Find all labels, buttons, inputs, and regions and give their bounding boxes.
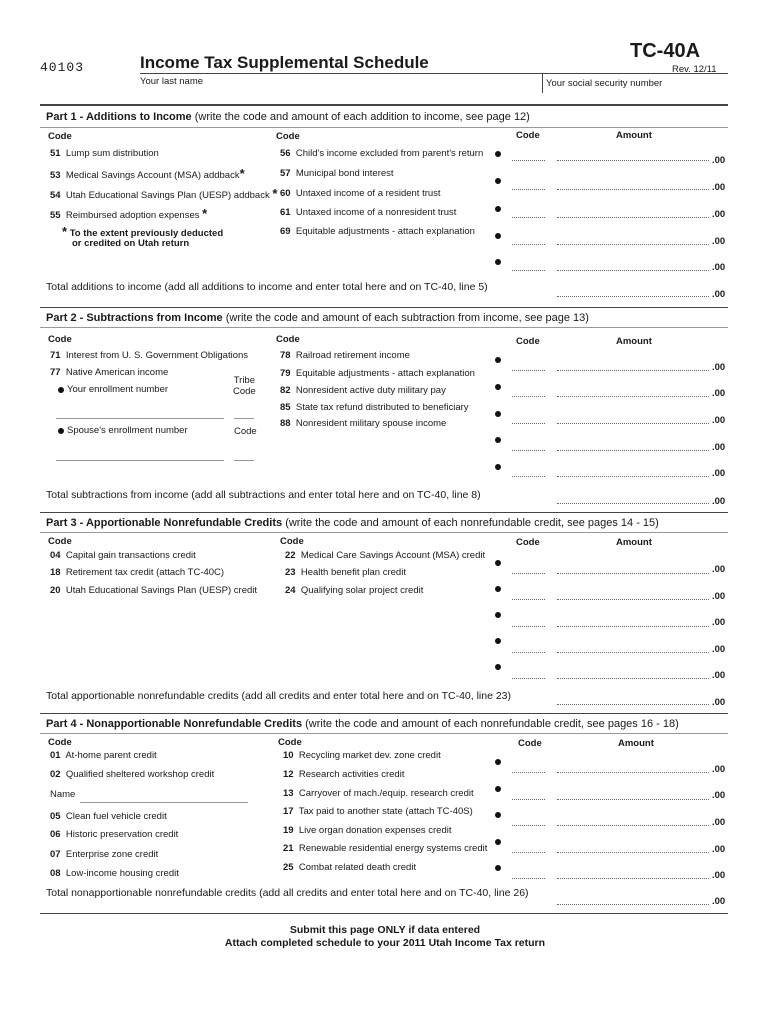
p4-right-1: 12 Research activities credit (283, 769, 405, 780)
entry-bullet-icon (495, 464, 501, 470)
divider-line (512, 825, 545, 826)
p1-note: * To the extent previously deducted (62, 224, 224, 239)
form-id: 40103 (40, 60, 85, 75)
p3-code-input-1[interactable] (512, 560, 545, 572)
p2-right-4: 88 Nonresident military spouse income (280, 418, 447, 429)
p1-right-1: 57 Municipal bond interest (280, 168, 394, 179)
cents-label: .00 (712, 591, 726, 602)
p4-total-label: Total nonapportionable nonrefundable credits (add all credits and enter total here and on TC-40, line 26) (46, 887, 529, 899)
entry-bullet-icon (495, 437, 501, 443)
cents-label: .00 (712, 870, 726, 881)
entry-bullet-icon (495, 586, 501, 592)
p1-total-input[interactable] (557, 284, 709, 296)
p1-code-input-4[interactable] (512, 232, 545, 244)
divider-line (234, 418, 254, 419)
p4-code-header-2: Code (278, 737, 302, 748)
p4-left-2: 05 Clean fuel vehicle credit (50, 811, 167, 822)
p4-right-4: 19 Live organ donation expenses credit (283, 825, 452, 836)
p3-left-0: 04 Capital gain transactions credit (50, 550, 196, 561)
cents-label: .00 (712, 670, 726, 681)
cents-label: .00 (712, 182, 726, 193)
divider-line (557, 852, 709, 853)
p2-amount-input-1[interactable] (557, 357, 709, 369)
entry-bullet-icon (495, 664, 501, 670)
spouse-tribe-code-label: Code (234, 426, 257, 437)
p4-code-input-1[interactable] (512, 759, 545, 771)
divider-line (40, 913, 728, 914)
form-number: TC-40A (630, 40, 701, 62)
p2-right-1: 79 Equitable adjustments - attach explanation (280, 368, 475, 379)
enrollment-input[interactable] (56, 404, 224, 416)
p1-left-1: 53 Medical Savings Account (MSA) addback* (50, 166, 245, 181)
divider-line (557, 423, 709, 424)
entry-bullet-icon (495, 357, 501, 363)
entry-bullet-icon (495, 384, 501, 390)
p2-amount-input-5[interactable] (557, 463, 709, 475)
p4-right-5: 21 Renewable residential energy systems credit (283, 843, 488, 854)
divider-line (512, 370, 545, 371)
divider-line (557, 189, 709, 190)
p4-right-2: 13 Carryover of mach./equip. research credit (283, 788, 474, 799)
cents-label: .00 (712, 155, 726, 166)
divider-line (557, 503, 709, 504)
part1-entry-code-header: Code (516, 130, 540, 141)
p2-right-0: 78 Railroad retirement income (280, 350, 410, 361)
p1-note-2: or credited on Utah return (72, 238, 190, 249)
p2-code-header-2: Code (276, 334, 300, 345)
cents-label: .00 (712, 362, 726, 373)
divider-line (512, 652, 545, 653)
divider-line (557, 799, 709, 800)
p4-left-0: 01 At-home parent credit (50, 750, 157, 761)
entry-bullet-icon (495, 865, 501, 871)
p3-amount-input-3[interactable] (557, 613, 709, 625)
p3-code-header: Code (48, 536, 72, 547)
p3-code-input-4[interactable] (512, 639, 545, 651)
divider-line (512, 244, 545, 245)
p3-code-header-2: Code (280, 536, 304, 547)
entry-bullet-icon (495, 560, 501, 566)
entry-bullet-icon (495, 151, 501, 157)
p1-right-3: 61 Untaxed income of a nonresident trust (280, 207, 457, 218)
part1-amount-header: Amount (616, 130, 652, 141)
ssn-field[interactable] (546, 90, 726, 102)
cents-label: .00 (712, 236, 726, 247)
cents-label: .00 (712, 644, 726, 655)
divider-line (557, 476, 709, 477)
p4-amount-input-3[interactable] (557, 812, 709, 824)
spouse-enrollment-label: Spouse's enrollment number (67, 425, 188, 436)
p3-left-1: 18 Retirement tax credit (attach TC-40C) (50, 567, 225, 578)
p2-amount-input-3[interactable] (557, 410, 709, 422)
footer-line2: Attach completed schedule to your 2011 Utah Income Tax return (224, 937, 546, 949)
p3-right-1: 23 Health benefit plan credit (285, 567, 406, 578)
divider-line (557, 652, 709, 653)
p4-amount-input-4[interactable] (557, 839, 709, 851)
divider-line (512, 573, 545, 574)
divider-line (56, 418, 224, 419)
p3-right-2: 24 Qualifying solar project credit (285, 585, 424, 596)
p3-amount-input-1[interactable] (557, 560, 709, 572)
divider-line (512, 423, 545, 424)
entry-bullet-icon (495, 812, 501, 818)
p1-code-input-1[interactable] (512, 148, 545, 160)
divider-line (557, 678, 709, 679)
divider-line (557, 244, 709, 245)
entry-bullet-icon (495, 786, 501, 792)
divider-line (512, 852, 545, 853)
entry-bullet-icon (495, 839, 501, 845)
p2-code-header: Code (48, 334, 72, 345)
p1-amount-input-2[interactable] (557, 177, 709, 189)
revision: Rev. 12/11 (672, 64, 717, 75)
divider-line (40, 733, 728, 734)
cents-label: .00 (712, 442, 726, 453)
divider-line (557, 772, 709, 773)
p1-left-3: 55 Reimbursed adoption expenses * (50, 206, 208, 221)
ssn-label: Your social security number (546, 78, 663, 89)
p4-left-3: 06 Historic preservation credit (50, 829, 179, 840)
p3-code-input-2[interactable] (512, 586, 545, 598)
p4-left-1: 02 Qualified sheltered workshop credit (50, 769, 215, 780)
cents-label: .00 (712, 817, 726, 828)
cents-label: .00 (712, 262, 726, 273)
divider-line (140, 73, 543, 74)
divider-line (40, 104, 728, 106)
divider-line (40, 327, 728, 328)
divider-line (56, 460, 224, 461)
p4-amount-header: Amount (618, 738, 654, 749)
spouse-enrollment-input[interactable] (56, 446, 224, 458)
p3-amount-input-2[interactable] (557, 586, 709, 598)
p4-right-6: 25 Combat related death credit (283, 862, 417, 873)
p4-code-input-5[interactable] (512, 865, 545, 877)
divider-line (512, 678, 545, 679)
p3-amount-input-5[interactable] (557, 665, 709, 677)
p1-code-input-3[interactable] (512, 205, 545, 217)
divider-line (234, 460, 254, 461)
divider-line (512, 160, 545, 161)
p1-left-0: 51 Lump sum distribution (50, 148, 159, 159)
p2-code-input-5[interactable] (512, 463, 545, 475)
divider-line (557, 450, 709, 451)
cents-label: .00 (712, 289, 726, 300)
p2-right-3: 85 State tax refund distributed to beneficiary (280, 402, 469, 413)
divider-line (512, 396, 545, 397)
p4-amount-input-2[interactable] (557, 786, 709, 798)
p2-amount-input-4[interactable] (557, 437, 709, 449)
divider-line (512, 799, 545, 800)
divider-line (557, 704, 709, 705)
divider-line (557, 370, 709, 371)
cents-label: .00 (712, 617, 726, 628)
divider-line (557, 904, 709, 905)
p4-right-0: 10 Recycling market dev. zone credit (283, 750, 441, 761)
p3-total-input[interactable] (557, 691, 709, 703)
divider-line (557, 217, 709, 218)
p4-code-input-4[interactable] (512, 839, 545, 851)
divider-line (512, 772, 545, 773)
divider-line (80, 802, 248, 803)
cents-label: .00 (712, 496, 726, 507)
last-name-field[interactable] (214, 74, 534, 86)
divider-line (557, 573, 709, 574)
p3-left-2: 20 Utah Educational Savings Plan (UESP) credit (50, 585, 258, 596)
p4-amount-input-1[interactable] (557, 759, 709, 771)
entry-bullet-icon (495, 612, 501, 618)
p1-amount-input-1[interactable] (557, 148, 709, 160)
divider-line (557, 160, 709, 161)
last-name-label: Your last name (140, 76, 204, 87)
part2-heading: Part 2 - Subtractions from Income (write the code and amount of each subtraction from income, see page 13) (46, 312, 589, 324)
p4-code-header: Code (48, 737, 72, 748)
entry-bullet-icon (495, 411, 501, 417)
p2-code-input-2[interactable] (512, 383, 545, 395)
p2-code-input-4[interactable] (512, 437, 545, 449)
tribe-code-input[interactable] (234, 404, 254, 416)
part1-code-header-2: Code (276, 131, 300, 142)
p1-code-input-5[interactable] (512, 258, 545, 270)
p4-code-input-2[interactable] (512, 786, 545, 798)
p1-total-label: Total additions to income (add all additions to income and enter total here and on TC-40, line 5) (46, 281, 488, 293)
p3-total-label: Total apportionable nonrefundable credits (add all credits and enter total here and on TC-40, line 23) (46, 690, 512, 702)
p2-code-input-1[interactable] (512, 357, 545, 369)
divider-line (512, 599, 545, 600)
entry-bullet-icon (495, 759, 501, 765)
p1-amount-input-4[interactable] (557, 232, 709, 244)
tribe-code-label: Tribe Code (233, 375, 256, 397)
p1-right-0: 56 Child's income excluded from parent's return (280, 148, 484, 159)
entry-bullet-icon (58, 387, 64, 393)
entry-bullet-icon (58, 428, 64, 434)
spouse-tribe-code-input[interactable] (234, 446, 254, 458)
divider-line (40, 127, 728, 128)
cents-label: .00 (712, 764, 726, 775)
divider-line (557, 599, 709, 600)
p3-code-input-5[interactable] (512, 665, 545, 677)
divider-line (512, 189, 545, 190)
divider-line (40, 307, 728, 308)
entry-bullet-icon (495, 638, 501, 644)
cents-label: .00 (712, 388, 726, 399)
part4-heading: Part 4 - Nonapportionable Nonrefundable Credits (write the code and amount of each nonrefundable credit, see pages 16 - 18) (46, 718, 679, 730)
part1-heading: Part 1 - Additions to Income (write the code and amount of each addition to income, see page 12) (46, 111, 530, 123)
divider-line (557, 396, 709, 397)
p2-entry-code-header: Code (516, 336, 540, 347)
divider-line (512, 217, 545, 218)
divider-line (512, 626, 545, 627)
divider-line (40, 713, 728, 714)
divider-line (557, 825, 709, 826)
p3-entry-code-header: Code (516, 537, 540, 548)
p1-right-4: 69 Equitable adjustments - attach explanation (280, 226, 475, 237)
entry-bullet-icon (495, 206, 501, 212)
p1-right-2: 60 Untaxed income of a resident trust (280, 188, 441, 199)
p4-total-input[interactable] (557, 891, 709, 903)
p2-code-input-3[interactable] (512, 410, 545, 422)
enrollment-label: Your enrollment number (67, 384, 169, 395)
divider-line (557, 878, 709, 879)
p1-amount-input-5[interactable] (557, 258, 709, 270)
cents-label: .00 (712, 844, 726, 855)
cents-label: .00 (712, 468, 726, 479)
p4-name-label: Name (50, 789, 76, 800)
p2-right-2: 82 Nonresident active duty military pay (280, 385, 446, 396)
p1-left-2: 54 Utah Educational Savings Plan (UESP) addback * (50, 186, 278, 201)
cents-label: .00 (712, 209, 726, 220)
divider-line (512, 450, 545, 451)
divider-line (512, 476, 545, 477)
entry-bullet-icon (495, 233, 501, 239)
p1-code-input-2[interactable] (512, 177, 545, 189)
divider-line (557, 296, 709, 297)
p2-left-0: 71 Interest from U. S. Government Obligations (50, 350, 249, 361)
p2-amount-header: Amount (616, 336, 652, 347)
divider-line (542, 73, 728, 74)
divider-line (512, 878, 545, 879)
divider-line (40, 532, 728, 533)
p2-total-label: Total subtractions from income (add all subtractions and enter total here and on TC-40, line 8) (46, 489, 481, 501)
p4-amount-input-5[interactable] (557, 865, 709, 877)
footer-line1: Submit this page ONLY if data entered (289, 924, 481, 936)
cents-label: .00 (712, 790, 726, 801)
page-title: Income Tax Supplemental Schedule (140, 53, 429, 72)
p2-total-input[interactable] (557, 490, 709, 502)
divider-line (512, 270, 545, 271)
p4-left-4: 07 Enterprise zone credit (50, 849, 159, 860)
p4-code-input-3[interactable] (512, 812, 545, 824)
part3-heading: Part 3 - Apportionable Nonrefundable Credits (write the code and amount of each nonrefundable credit, see pages 14 - 15) (46, 517, 659, 529)
cents-label: .00 (712, 415, 726, 426)
p1-amount-input-3[interactable] (557, 205, 709, 217)
divider-line (40, 512, 728, 513)
part1-code-header: Code (48, 131, 72, 142)
p3-amount-input-4[interactable] (557, 639, 709, 651)
p3-right-0: 22 Medical Care Savings Account (MSA) credit (285, 550, 486, 561)
p3-code-input-3[interactable] (512, 613, 545, 625)
p4-left-5: 08 Low-income housing credit (50, 868, 179, 879)
cents-label: .00 (712, 697, 726, 708)
cents-label: .00 (712, 564, 726, 575)
divider-line (557, 270, 709, 271)
divider-line (557, 626, 709, 627)
entry-bullet-icon (495, 259, 501, 265)
p4-right-3: 17 Tax paid to another state (attach TC-40S) (283, 806, 473, 817)
entry-bullet-icon (495, 178, 501, 184)
p4-name-input[interactable] (80, 789, 248, 801)
p4-entry-code-header: Code (518, 738, 542, 749)
p3-amount-header: Amount (616, 537, 652, 548)
p2-amount-input-2[interactable] (557, 383, 709, 395)
p2-left-1: 77 Native American income (50, 367, 169, 378)
cents-label: .00 (712, 896, 726, 907)
